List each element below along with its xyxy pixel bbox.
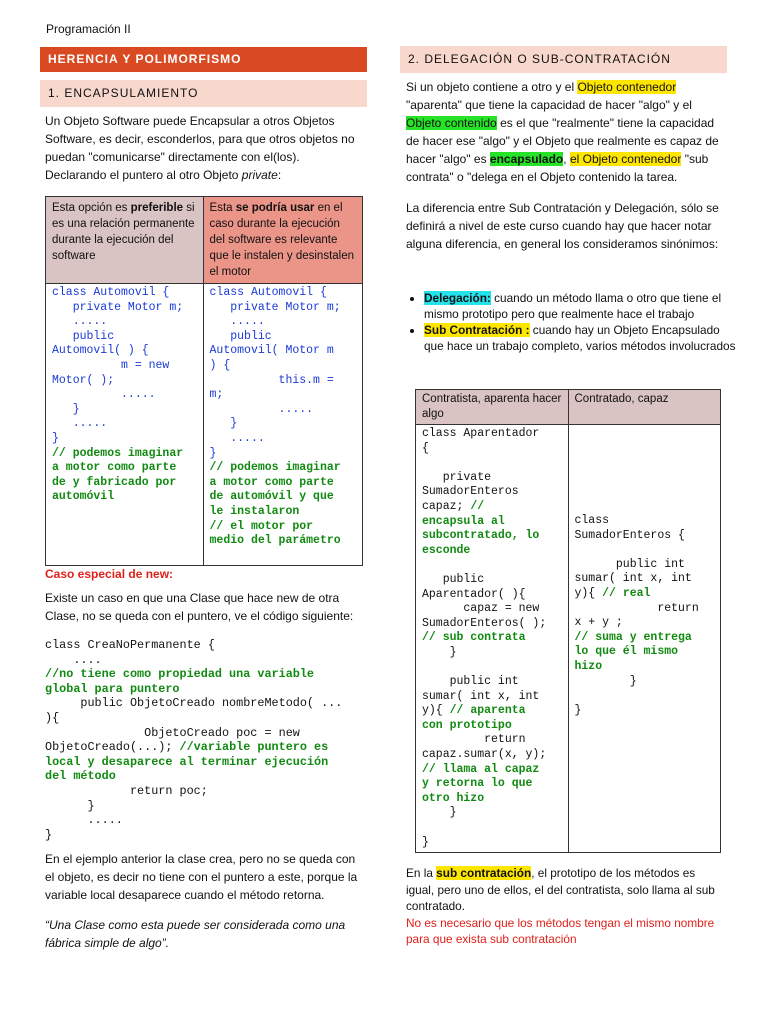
delegation-paragraph [406,78,724,186]
table-code-col1 [46,284,204,566]
ap-comment-1: // encapsula al subcontratado, lo esconde [422,499,540,557]
ap-b: public Aparentador( ){ capaz = new SumadorEnteros( ); [422,572,547,630]
p1-a: Si un objeto contiene a otro y el [406,80,578,94]
ap-comment-3: // aparenta con prototipo [422,704,526,732]
head2-post: en el caso durante la ejecución del software es relevante que le instalen y desinstalen el motor [209,202,355,278]
ap-c: } public int sumar( int x, int y){ [422,645,540,718]
subcontract-table [415,389,721,853]
code-part-d: return poc; } ..... } [45,783,208,842]
code-comment-2: //variable puntero es local y desaparece al terminar ejecución del método [45,740,329,784]
code-sumador [575,514,715,718]
code-crea-no-permanente [45,638,375,842]
ap-comment-4: // llama al capaz y retorna lo que otro hizo [422,762,540,805]
final-red-note: No es necesario que los métodos tengan el mismo nombre para que exista sub contratación [406,915,715,946]
code-aparentador-cell [416,425,569,853]
bullet2-text: cuando hay un Objeto Encapsulado que hace un trabajo completo, varios métodos involucrados [424,323,736,353]
p1-d: , [563,152,570,166]
table-head-contratado: Contratado, capaz [568,390,721,425]
comment-automovil-2: // podemos imaginar a motor como parte de automóvil y que le instalaron // el motor por medio del parámetro [209,461,341,548]
example-explanation: En el ejemplo anterior la clase crea, pero no se queda con el objeto, es decir no tiene con el puntero a este, porque la variable local desaparece cuando el método retorna. [45,852,358,902]
code-aparentador [422,427,562,850]
hl-el-objeto-contenedor: el Objeto contenedor [569,152,682,166]
p1-b: "aparenta" que tiene la capacidad de hacer "algo" y el [406,98,692,112]
head1-post: si es una relación permanente durante la ejecución del software [52,202,195,262]
table-head-contratista: Contratista, aparenta hacer algo [416,390,569,425]
intro-text: Un Objeto Software puede Encapsular a otros Objetos Software, es decir, esconderlos, para que otros objetos no puedan "comunicarse" directamente con el(los). Declarando el puntero al otro Objeto [45,114,355,182]
code-automovil-1: class Automovil { private Motor m; ..... public Automovil( ) { m = new Motor( ); ..... } ..... } [52,286,184,445]
list-item-subcontratacion [424,322,742,354]
p1-e: "sub contrata" o "delega en el Objeto contenido la tarea. [406,152,709,184]
list-item-delegacion [424,290,742,322]
code-part-b: public ObjetoCreado nombreMetodo( ... ){ ObjetoCreado poc = new ObjetoCreado(...); [45,696,343,755]
subcontract-conclusion [406,865,724,948]
ap-comment-2: // sub contrata [422,631,526,645]
encapsulation-table [45,196,363,566]
factory-quote: “Una Clase como esta puede ser considerada como una fábrica simple de algo”. [45,918,346,950]
su-c: } } [574,674,637,717]
final-b: , el prototipo de los métodos es igual, pero uno de ellos, el del contratista, solo llama al sub contratado. [406,866,715,913]
table-code-col2 [203,284,362,566]
head1-pre: Esta opción es [52,202,131,214]
head1-bold: preferible [130,202,184,214]
code-sumador-cell [568,425,721,853]
bullet1-text: cuando un método llama o otro que tiene el mismo prototipo pero que realmente hace el trabajo [424,291,722,321]
head2-bold: se podría usar [235,202,315,214]
su-comment-1: // real [602,586,651,600]
code-automovil-2: class Automovil { private Motor m; ..... public Automovil( Motor m ) { this.m = m; ..... } ..... } [209,286,341,460]
hl-delegacion: Delegación: [424,291,491,305]
table-head-preferable [46,197,204,284]
main-section-banner: HERENCIA Y POLIMORFISMO [40,47,367,72]
su-comment-2: // suma y entrega lo que él mismo hizo [574,630,692,673]
code-comment-1: //no tiene como propiedad una variable global para puntero [45,667,315,696]
special-case-text: Existe un caso en que una Clase que hace new de otra Clase, no se queda con el puntero, ve el código siguiente: [45,591,354,623]
hl-objeto-contenido: Objeto contenido [406,116,497,130]
su-a: class SumadorEnteros { public int sumar( int x, int y){ [574,514,692,600]
hl-encapsulado: encapsulado [489,152,564,166]
intro-italic: private [241,168,278,182]
ap-a: class Aparentador { private SumadorEnteros capaz; [422,427,540,513]
hl-objeto-contenedor: Objeto contenedor [577,80,677,94]
hl-sub-contratacion: sub contratación [436,866,532,880]
table-head-could-use [203,197,362,284]
difference-paragraph: La diferencia entre Sub Contratación y Delegación, sólo se definirá a nivel de este curso cuando hay que hacer notar alguna diferencia, en general los consideramos sinónimos: [406,201,719,251]
ap-e: } } [422,806,457,849]
section-encapsulamiento-heading: 1. ENCAPSULAMIENTO [40,80,367,107]
definitions-list [406,290,742,354]
head2-pre: Esta [209,202,236,214]
special-case-title: Caso especial de new: [45,567,174,581]
p1-c: es el que "realmente" tiene la capacidad de hacer ese "algo" y el Objeto que realmente es capaz de hacer "algo" es [406,116,719,166]
comment-automovil-1: // podemos imaginar a motor como parte de y fabricado por automóvil [52,446,184,504]
final-a: En la [406,866,437,880]
intro-end: : [277,168,282,182]
ap-d: return capaz.sumar(x, y); [422,733,547,762]
hl-subcontratacion: Sub Contratación : [424,323,530,337]
encapsulation-intro [45,112,363,184]
su-b: return x + y ; [574,601,699,630]
page-header-title: Programación II [46,22,131,36]
section-delegacion-heading: 2. DELEGACIÓN O SUB-CONTRATACIÓN [400,46,727,73]
code-part-a: class CreaNoPermanente { .... [45,638,215,667]
